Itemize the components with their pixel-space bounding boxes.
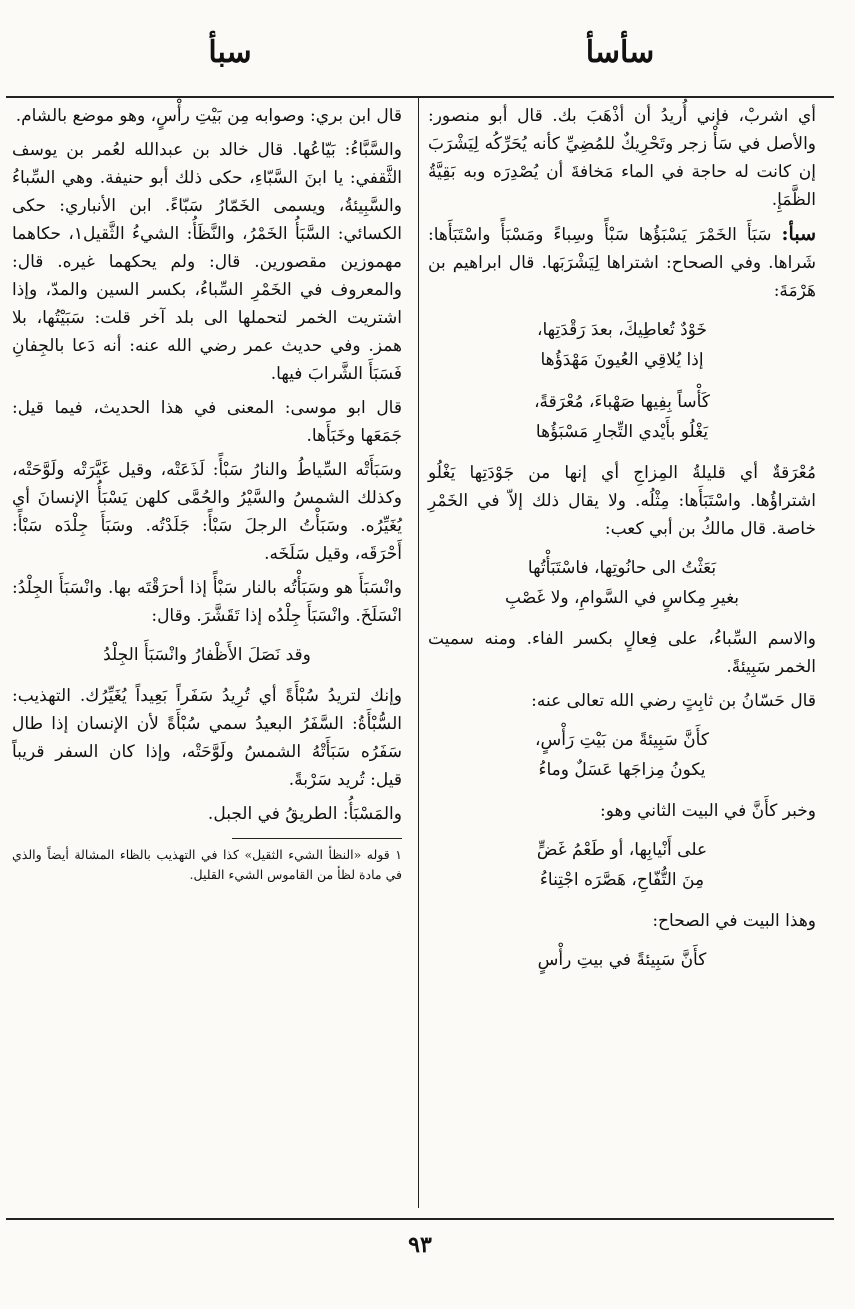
left-header-word: سبأ: [208, 35, 252, 70]
verse-block: [428, 553, 816, 613]
verse-line: إذا يُلاقِي العُيونَ مَهْدَؤُها: [540, 350, 704, 370]
paragraph: أي اشربْ، فإني أُريدُ أن أذْهَبَ بك. قال أبو منصور: والأصل في سَأْ زجر وتَحْرِيكٌ للمُضِيِّ كأنه يُحَرِّكُه لِيَشْرَبَ إن كانت له حاجة في الماء مَخافةَ أن يُصْدِرَه وبه بَقِيَّةُ الظَّمَإِ.: [428, 106, 816, 210]
verse-line: بَعَثْتُ الى حانُوتِها، فاسْتَبَأْتُها: [527, 558, 717, 578]
paragraph: وإنك لتريدُ سُبْأَةً أي تُرِيدُ سَفَراً بَعِيداً يُغَيِّرُك. التهذيب: السُّبْأَةُ: السَّفَرُ البعيدُ سمي سُبْأَةً لأن الإنسان إذا طال سَفَرُه سَبَأَتْهُ الشمسُ ولَوَّحَتْه، وإذا كان السفر قريباً قيل: تُريد سَرْبةً.: [12, 686, 402, 790]
column-divider: [418, 98, 419, 1208]
verse-block: [428, 315, 816, 375]
left-column: [12, 102, 402, 891]
verse-line: مِنَ التُّفّاحِ، هَصَّرَه اجْتِناءُ: [539, 870, 705, 890]
paragraph: قال حَسّانُ بن ثابِتٍ رضي الله تعالى عنه:: [531, 691, 816, 711]
verse-block: [428, 387, 816, 447]
verse-block: [428, 835, 816, 895]
footnote: ١ قوله «النظأ الشيء الثقيل» كذا في التهذيب بالظاء المشالة أيضاً والذي في مادة لظأ من القاموس الشيء القليل.: [12, 847, 402, 882]
paragraph: وانْسَبَأَ هو وسَبَأْتُه بالنار سَبْأً إذا أحرَقْتَه بها. وانْسَبَأَ الجِلْدُ: انْسَلَخَ. وانْسَبَأَ جِلْدُه إذا تَقَشَّرَ. وقال:: [12, 578, 402, 626]
entry-text: سَبَأَ الخَمْرَ يَسْبَؤُها سَبْأً وسِباءً ومَسْبَأً واسْتَبَأَها: شَراها. وفي الصحاح: اشتراها لِيَشْرَبَها. قال ابراهيم بن هَرْمَةَ:: [428, 225, 816, 301]
paragraph: قال ابو موسى: المعنى في هذا الحديث، فيما قيل: جَمَعَها وخَبَأَها.: [12, 398, 402, 446]
verse-line: كَأْساً بِفِيها صَهْباءَ، مُعْرَقةً،: [534, 392, 710, 412]
paragraph: وخبر كأَنَّ في البيت الثاني وهو:: [600, 801, 816, 821]
footnote-rule: [232, 838, 402, 839]
verse-line: كأَنَّ سَبِيئةً في بيتِ رأْسٍ: [537, 950, 707, 970]
paragraph: وهذا البيت في الصحاح:: [652, 911, 816, 931]
bottom-rule: [6, 1218, 834, 1220]
right-column: [428, 102, 816, 987]
paragraph: والاسم السِّباءُ، على فِعالٍ بكسر الفاء. ومنه سميت الخمر سَبِيئةً.: [428, 629, 816, 677]
verse-block: [428, 945, 816, 975]
entry-paragraph: [428, 220, 816, 305]
paragraph: وسَبَأَتْه السِّياطُ والنارُ سَبْأً: لَذَعَتْه، وقيل غَيَّرَتْه ولَوَّحَتْه، وكذلك الشمسُ والسَّيْرُ والحُمَّى كلهن يَسْبَأُ الإنسانَ أي يُغَيِّرُه. وسَبَأْتُ الرجلَ سَبْأً: جَلَدْتُه. وسَبَأَ جِلْدَه سَبْأً: أَحْرَقَه، وقيل سَلَخَه.: [12, 460, 402, 564]
entry-headword: سبأ:: [781, 223, 817, 245]
paragraph: والسَّبَّاءُ: بَيّاعُها. قال خالد بن عبدالله لعُمر بن يوسف الثَّقفي: يا ابنَ السَّبّاءِ، حكى ذلك أبو حنيفة. وهي السِّباءُ والسَّبِيئةُ، ويسمى الخَمّارُ سَبّاءً. ابن الأنباري: حكى الكسائي: السَّبَأُ الخَمْرُ، والنَّظَأُ: الشيءُ الثَّقيل١، حكاهما مهموزين مقصورين. قال: ولم يحكهما غيره. قال: والمعروف في الخَمْرِ السِّباءُ، بكسر السين والمدّ، وإذا اشتريت الخمر لتحملها الى بلد آخر قلت: سَبَيْتُها، بلا همز. وفي حديث عمر رضي الله عنه: أنه دَعا بالجِفانِ فَسَبَأَ الشَّرابَ فيها.: [12, 140, 402, 384]
verse-line: يكونُ مِزاجَها عَسَلٌ وماءُ: [538, 760, 706, 780]
right-header-word: سأسأ: [585, 35, 655, 70]
verse-line: وقد نَصَلَ الأَظْفارُ وانْسَبَأَ الجِلْدُ: [103, 645, 311, 665]
verse-line: كأَنَّ سَبِيئةً من بَيْتِ رَأْسٍ،: [535, 730, 709, 750]
verse-line: على أَنْيابِها، أو طَعْمُ غَضٍّ: [536, 840, 708, 860]
verse-block: [428, 725, 816, 785]
verse-block: [12, 640, 402, 670]
paragraph: والمَسْبَأُ: الطريقُ في الجبل.: [207, 804, 402, 824]
paragraph: مُعْرَقةٌ أي قليلةُ المِزاجِ أي إنها من جَوْدَتِها يَغْلُو اشتراؤُها. واسْتَبَأَها: مِثْلُه. ولا يقال ذلك إلاّ في الخَمْرِ خاصة. قال مالكُ بن أبي كعب:: [428, 463, 816, 539]
page-number: ٩٣: [408, 1232, 432, 1258]
verse-line: يَغْلُو بأَيْدي التِّجارِ مَسْبَؤُها: [535, 422, 709, 442]
verse-line: خَوْدٌ تُعاطِيكَ، بعدَ رَقْدَتِها،: [536, 320, 707, 340]
verse-line: بغيرِ مِكاسٍ في السَّوامِ، ولا غَصْبِ: [505, 588, 739, 608]
top-rule: [6, 96, 834, 98]
paragraph: قال ابن بري: وصوابه مِن بَيْتِ رأْسٍ، وهو موضع بالشام.: [15, 106, 402, 126]
